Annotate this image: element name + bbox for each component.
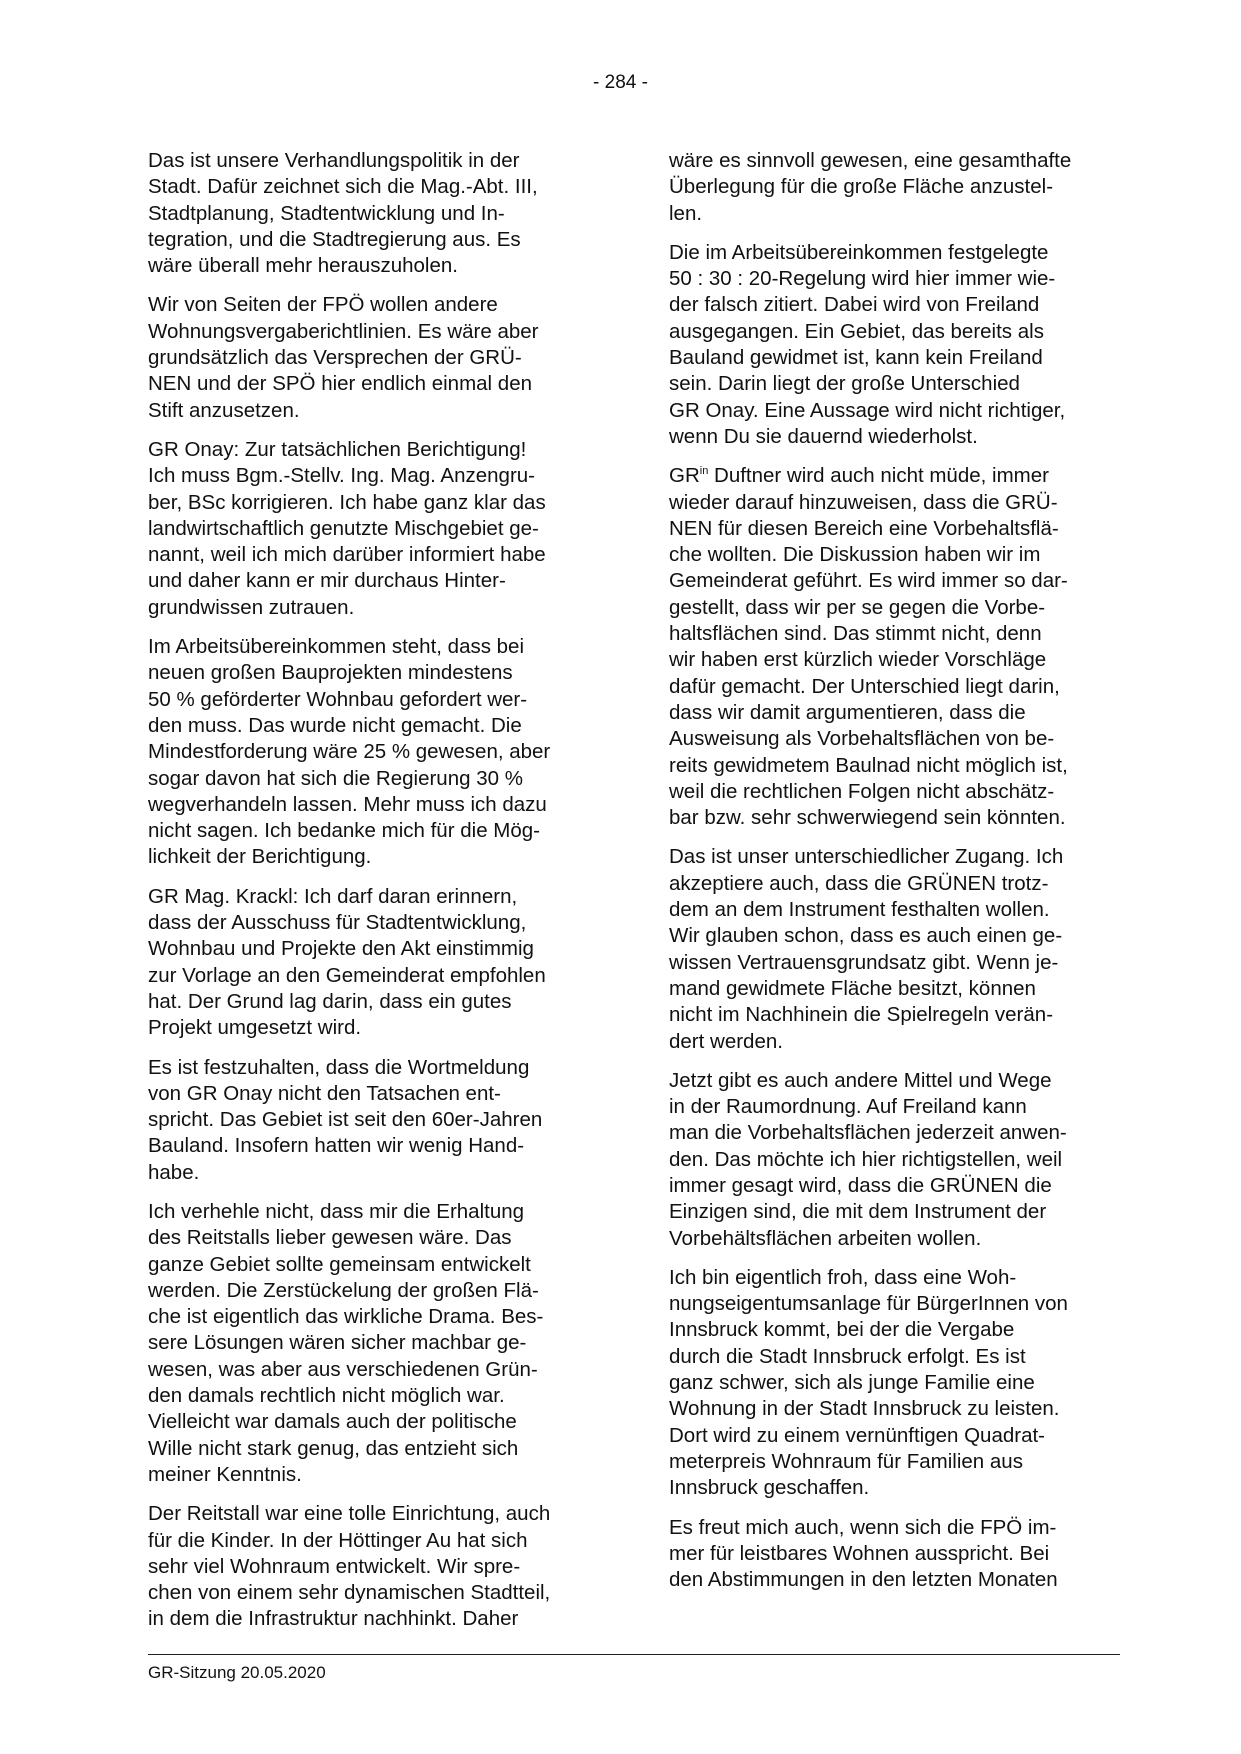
text-line: der falsch zitiert. Dabei wird von Freiland	[669, 293, 1040, 317]
text-line: wesen, was aber aus verschiedenen Grün-	[148, 1357, 538, 1381]
text-line: Einzigen sind, die mit dem Instrument der	[669, 1200, 1047, 1224]
paragraph	[148, 148, 600, 279]
text-line: Projekt umgesetzt wird.	[148, 1016, 362, 1040]
text-line: sogar davon hat sich die Regierung 30 %	[148, 766, 523, 790]
text-line: Es ist festzuhalten, dass die Wortmeldung	[148, 1055, 530, 1079]
text-fragment: Duftner wird auch nicht müde, immer	[708, 464, 1049, 488]
text-line: meiner Kenntnis.	[148, 1462, 302, 1486]
text-line: sein. Darin liegt der große Unterschied	[669, 372, 1020, 396]
footer-divider	[148, 1654, 1120, 1655]
text-line: Innsbruck kommt, bei der die Vergabe	[669, 1318, 1015, 1342]
text-line: Das ist unser unterschiedlicher Zugang. Ich	[669, 845, 1064, 869]
paragraph	[148, 1199, 600, 1488]
paragraph	[669, 148, 1121, 227]
text-line: habe.	[148, 1160, 200, 1184]
text-line: zur Vorlage an den Gemeinderat empfohlen	[148, 963, 546, 987]
text-line: reits gewidmetem Baulnad nicht möglich ist,	[669, 753, 1068, 777]
text-line: dass der Ausschuss für Stadtentwicklung,	[148, 911, 527, 935]
text-line: Innsbruck geschaffen.	[669, 1476, 870, 1500]
text-line: GR Onay. Eine Aussage wird nicht richtiger,	[669, 398, 1066, 422]
text-line: dafür gemacht. Der Unterschied liegt darin,	[669, 674, 1060, 698]
text-line: spricht. Das Gebiet ist seit den 60er-Jahren	[148, 1108, 543, 1132]
text-line: wieder darauf hinzuweisen, dass die GRÜ-	[669, 490, 1058, 514]
text-line: in der Raumordnung. Auf Freiland kann	[669, 1095, 1027, 1119]
text-line: Jetzt gibt es auch andere Mittel und Wege	[669, 1068, 1052, 1092]
text-line: 50 % geförderter Wohnbau gefordert wer-	[148, 687, 528, 711]
text-line: grundwissen zutrauen.	[148, 595, 355, 619]
text-line: in dem die Infrastruktur nachhinkt. Daher	[148, 1607, 519, 1631]
text-line: den muss. Das wurde nicht gemacht. Die	[148, 713, 522, 737]
text-line: wir haben erst kürzlich wieder Vorschläge	[669, 648, 1047, 672]
text-line: GR Onay: Zur tatsächlichen Berichtigung!	[148, 437, 527, 461]
text-line: nungseigentumsanlage für BürgerInnen von	[669, 1292, 1068, 1316]
text-line: ganz schwer, sich als junge Familie eine	[669, 1371, 1035, 1395]
text-line: ganze Gebiet sollte gemeinsam entwickelt	[148, 1252, 531, 1276]
text-line: wenn Du sie dauernd wiederholst.	[669, 424, 978, 448]
text-line: sehr viel Wohnraum entwickelt. Wir spre-	[148, 1554, 521, 1578]
text-line: GR Mag. Krackl: Ich darf daran erinnern,	[148, 884, 518, 908]
text-line: Stadtplanung, Stadtentwicklung und In-	[148, 201, 505, 225]
text-line: Ich muss Bgm.-Stellv. Ing. Mag. Anzengru-	[148, 464, 535, 488]
text-line: Wohnungsvergaberichtlinien. Es wäre aber	[148, 319, 539, 343]
text-line: NEN und der SPÖ hier endlich einmal den	[148, 372, 533, 396]
text-line: des Reitstalls lieber gewesen wäre. Das	[148, 1226, 512, 1250]
text-line: man die Vorbehaltsflächen jederzeit anwen-	[669, 1121, 1067, 1145]
paragraph	[148, 1055, 600, 1186]
text-line: haltsflächen sind. Das stimmt nicht, denn	[669, 622, 1042, 646]
right-column	[669, 148, 1121, 1606]
paragraph	[148, 292, 600, 423]
text-line: wäre es sinnvoll gewesen, eine gesamthafte	[669, 149, 1072, 172]
text-line: nannt, weil ich mich darüber informiert habe	[148, 543, 546, 567]
text-line: Vorbehältsflächen arbeiten wollen.	[669, 1226, 982, 1250]
text-line: chen von einem sehr dynamischen Stadtteil,	[148, 1581, 551, 1605]
text-line: Ich verhehle nicht, dass mir die Erhaltung	[148, 1199, 525, 1223]
text-line: sere Lösungen wären sicher machbar ge-	[148, 1331, 527, 1355]
paragraph	[148, 884, 600, 1042]
text-line: wäre überall mehr herauszuholen.	[148, 254, 458, 278]
text-line: Wir von Seiten der FPÖ wollen andere	[148, 293, 498, 317]
paragraph	[669, 844, 1121, 1054]
text-line: von GR Onay nicht den Tatsachen ent-	[148, 1081, 501, 1105]
text-line: wissen Vertrauensgrundsatz gibt. Wenn je-	[669, 950, 1059, 974]
text-line: 50 : 30 : 20-Regelung wird hier immer wie-	[669, 267, 1056, 291]
text-line: Stadt. Dafür zeichnet sich die Mag.-Abt. III,	[148, 175, 538, 199]
text-line: ber, BSc korrigieren. Ich habe ganz klar das	[148, 490, 546, 514]
text-line: grundsätzlich das Versprechen der GRÜ-	[148, 346, 522, 370]
text-line: den. Das möchte ich hier richtigstellen, weil	[669, 1147, 1063, 1171]
text-line: Das ist unsere Verhandlungspolitik in der	[148, 149, 520, 172]
text-line: Wir glauben schon, dass es auch einen ge-	[669, 924, 1063, 948]
text-line: nicht sagen. Ich bedanke mich für die Mög-	[148, 819, 540, 843]
text-line: Die im Arbeitsübereinkommen festgelegte	[669, 240, 1049, 264]
text-line: tegration, und die Stadtregierung aus. Es	[148, 227, 521, 251]
text-line: Es freut mich auch, wenn sich die FPÖ im-	[669, 1515, 1057, 1539]
paragraph	[669, 463, 1121, 831]
text-line: Dort wird zu einem vernünftigen Quadrat-	[669, 1423, 1046, 1447]
text-line: Wohnbau und Projekte den Akt einstimmig	[148, 937, 534, 961]
text-line: meterpreis Wohnraum für Familien aus	[669, 1449, 1023, 1473]
paragraph	[669, 1068, 1121, 1252]
text-line: immer gesagt wird, dass die GRÜNEN die	[669, 1173, 1052, 1197]
text-line: ausgegangen. Ein Gebiet, das bereits als	[669, 319, 1044, 343]
text-line: und daher kann er mir durchaus Hinter-	[148, 569, 506, 593]
paragraph	[669, 1265, 1121, 1502]
text-line: len.	[669, 201, 703, 225]
paragraph	[148, 1501, 600, 1632]
text-line: Wille nicht stark genug, das entzieht sich	[148, 1436, 519, 1460]
text-line: Überlegung für die große Fläche anzustel-	[669, 175, 1054, 199]
text-line: mer für leistbares Wohnen ausspricht. Bei	[669, 1541, 1050, 1565]
text-line: Bauland gewidmet ist, kann kein Freiland	[669, 346, 1043, 370]
text-line: Im Arbeitsübereinkommen steht, dass bei	[148, 635, 525, 659]
text-line: landwirtschaftlich genutzte Mischgebiet ge-	[148, 516, 539, 540]
text-line: NEN für diesen Bereich eine Vorbehaltsflä-	[669, 516, 1059, 540]
text-line: akzeptiere auch, dass die GRÜNEN trotz-	[669, 871, 1049, 895]
text-line: weil die rechtlichen Folgen nicht abschätz-	[669, 779, 1055, 803]
text-line: dert werden.	[669, 1029, 783, 1053]
text-line: bar bzw. sehr schwerwiegend sein könnten.	[669, 806, 1066, 830]
text-line: Vielleicht war damals auch der politische	[148, 1410, 517, 1434]
text-line: Gemeinderat geführt. Es wird immer so dar-	[669, 569, 1068, 593]
text-line: Wohnung in der Stadt Innsbruck zu leisten.	[669, 1397, 1060, 1421]
text-line: dem an dem Instrument festhalten wollen.	[669, 898, 1050, 922]
text-line	[669, 463, 1121, 489]
text-line: dass wir damit argumentieren, dass die	[669, 700, 1026, 724]
speaker-abbreviation: GR	[669, 464, 700, 488]
text-line: werden. Die Zerstückelung der großen Flä-	[148, 1278, 539, 1302]
footer-session-date: GR-Sitzung 20.05.2020	[148, 1663, 326, 1682]
text-line: lichkeit der Berichtigung.	[148, 845, 372, 869]
text-line: gestellt, dass wir per se gegen die Vorbe-	[669, 595, 1046, 619]
paragraph	[669, 240, 1121, 450]
text-line: Bauland. Insofern hatten wir wenig Hand-	[148, 1134, 525, 1158]
text-line: durch die Stadt Innsbruck erfolgt. Es ist	[669, 1344, 1026, 1368]
text-line: Ich bin eigentlich froh, dass eine Woh-	[669, 1265, 1017, 1289]
text-line: nicht im Nachhinein die Spielregeln verän-	[669, 1003, 1054, 1027]
text-line: che ist eigentlich das wirkliche Drama. Bes-	[148, 1305, 544, 1329]
text-line: che wollten. Die Diskussion haben wir im	[669, 543, 1041, 567]
paragraph	[669, 1515, 1121, 1594]
text-line: neuen großen Bauprojekten mindestens	[148, 661, 513, 685]
page-number: - 284 -	[593, 72, 648, 93]
text-line: Der Reitstall war eine tolle Einrichtung, auch	[148, 1502, 551, 1526]
text-line: wegverhandeln lassen. Mehr muss ich dazu	[148, 792, 547, 816]
left-column	[148, 148, 600, 1646]
text-line: Ausweisung als Vorbehaltsflächen von be-	[669, 727, 1055, 751]
text-line: mand gewidmete Fläche besitzt, können	[669, 976, 1036, 1000]
text-line: Mindestforderung wäre 25 % gewesen, aber	[148, 740, 551, 764]
gender-superscript: in	[699, 465, 709, 478]
paragraph	[148, 634, 600, 871]
text-line: den Abstimmungen in den letzten Monaten	[669, 1568, 1058, 1592]
text-line: für die Kinder. In der Höttinger Au hat sich	[148, 1528, 528, 1552]
text-line: den damals rechtlich nicht möglich war.	[148, 1384, 505, 1408]
text-line: hat. Der Grund lag darin, dass ein gutes	[148, 989, 512, 1013]
text-line: Stift anzusetzen.	[148, 398, 300, 422]
paragraph	[148, 437, 600, 621]
